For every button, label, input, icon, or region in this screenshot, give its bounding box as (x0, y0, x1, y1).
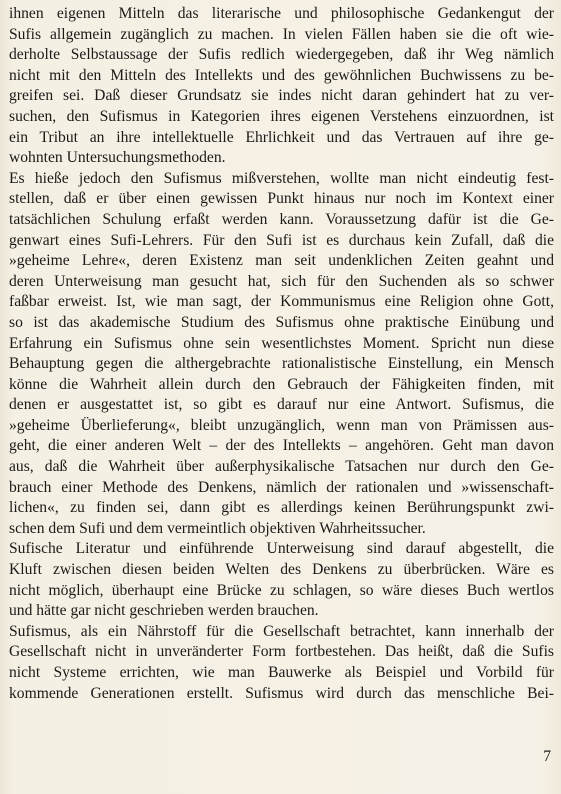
text-line: schen dem Sufi und dem vermeintlich objektiven Wahrheitssucher. (9, 519, 426, 537)
body-text (9, 4, 554, 704)
text-line: Erfahrung ein Sufismus ohne sein wesentlichstes Moment. Spricht nun diese (9, 334, 554, 352)
text-line: faßbar erweist. Ist, wie man sagt, der Kommunismus eine Religion ohne Gott, (9, 293, 554, 311)
text-line: nicht mit den Mitteln des Intellekts und des gewöhnlichen Buchwissens zu be- (9, 66, 554, 84)
text-line: lichen«, zu finden sei, dann gibt es allerdings keinen Berührungspunkt zwi- (9, 499, 554, 517)
paragraph-4 (9, 622, 554, 704)
text-line: kommende Generationen erstellt. Sufismus wird durch das menschliche Bei- (9, 684, 554, 702)
text-line: suchen, den Sufismus in Kategorien ihres eigenen Verstehens einzuordnen, ist (9, 107, 554, 125)
text-line: wohnten Untersuchungsmethoden. (9, 149, 226, 167)
text-line: könne die Wahrheit allein durch den Gebrauch der Fähigkeiten finden, mit (9, 375, 554, 393)
text-line: brauch einer Methode des Denkens, nämlich der rationalen und »wissenschaft- (9, 478, 554, 496)
paragraph-2 (9, 169, 554, 540)
text-line: Sufis allgemein zugänglich zu machen. In vielen Fällen haben sie die oft wie- (9, 25, 554, 43)
text-line: denen er ausgestattet ist, so gibt es darauf nur eine Antwort. Sufismus, die (9, 396, 554, 414)
text-line: stellen, daß er über einen gewissen Punkt hinaus nur noch im Kontext einer (9, 190, 554, 208)
page-number: 7 (543, 748, 551, 765)
text-line: ein Tribut an ihre intellektuelle Ehrlichkeit und das Vertrauen auf ihre ge- (9, 128, 554, 146)
paragraph-1 (9, 4, 554, 169)
text-line: so ist das akademische Studium des Sufismus ohne praktische Einübung und (9, 313, 554, 331)
text-line: Sufismus, als ein Nährstoff für die Gesellschaft betrachtet, kann innerhalb der (9, 622, 554, 640)
text-line: greifen sei. Daß dieser Grundsatz sie indes nicht daran gehindert hat zu ver- (9, 87, 554, 105)
text-line: »geheime Lehre«, deren Existenz man seit undenklichen Zeiten geahnt und (9, 252, 554, 270)
text-line: derholte Selbstaussage der Sufis redlich wiedergegeben, daß ihr Weg nämlich (9, 46, 554, 64)
text-line: geht, die einer anderen Welt – der des Intellekts – angehören. Geht man davon (9, 437, 554, 455)
text-line: Gesellschaft nicht in unveränderter Form fortbestehen. Das heißt, daß die Sufis (9, 643, 554, 661)
text-line: genwart eines Sufi-Lehrers. Für den Sufi ist es durchaus kein Zufall, daß die (9, 231, 554, 249)
text-line: Behauptung gegen die althergebrachte rationalistische Einstellung, ein Mensch (9, 355, 554, 373)
text-line: ihnen eigenen Mitteln das literarische und philosophische Gedankengut der (9, 5, 554, 22)
text-line: tatsächlichen Schulung erfaßt werden kann. Voraussetzung dafür ist die Ge- (9, 210, 554, 228)
text-line: Es hieße jedoch den Sufismus mißverstehen, wollte man nicht eindeutig fest- (9, 169, 554, 187)
text-line: nicht möglich, überhaupt eine Brücke zu schlagen, so wäre dieses Buch wertlos (9, 581, 554, 599)
text-line: Kluft zwischen diesen beiden Welten des Denkens zu überbrücken. Wäre es (9, 561, 554, 579)
text-line: »geheime Überlieferung«, bleibt unzugänglich, wenn man von Prämissen aus- (9, 416, 554, 434)
text-line: Sufische Literatur und einführende Unterweisung sind darauf abgestellt, die (9, 540, 554, 558)
text-line: nicht Systeme errichten, wie man Bauwerke als Beispiel und Vorbild für (9, 664, 554, 681)
text-line: deren Unterweisung man gesucht hat, sich für den Suchenden als so schwer (9, 272, 554, 290)
paragraph-3 (9, 539, 554, 621)
text-line: aus, daß die Wahrheit über außerphysikalische Tatsachen nur durch den Ge- (9, 458, 554, 476)
text-line: und hätte gar nicht geschrieben werden brauchen. (9, 602, 319, 620)
